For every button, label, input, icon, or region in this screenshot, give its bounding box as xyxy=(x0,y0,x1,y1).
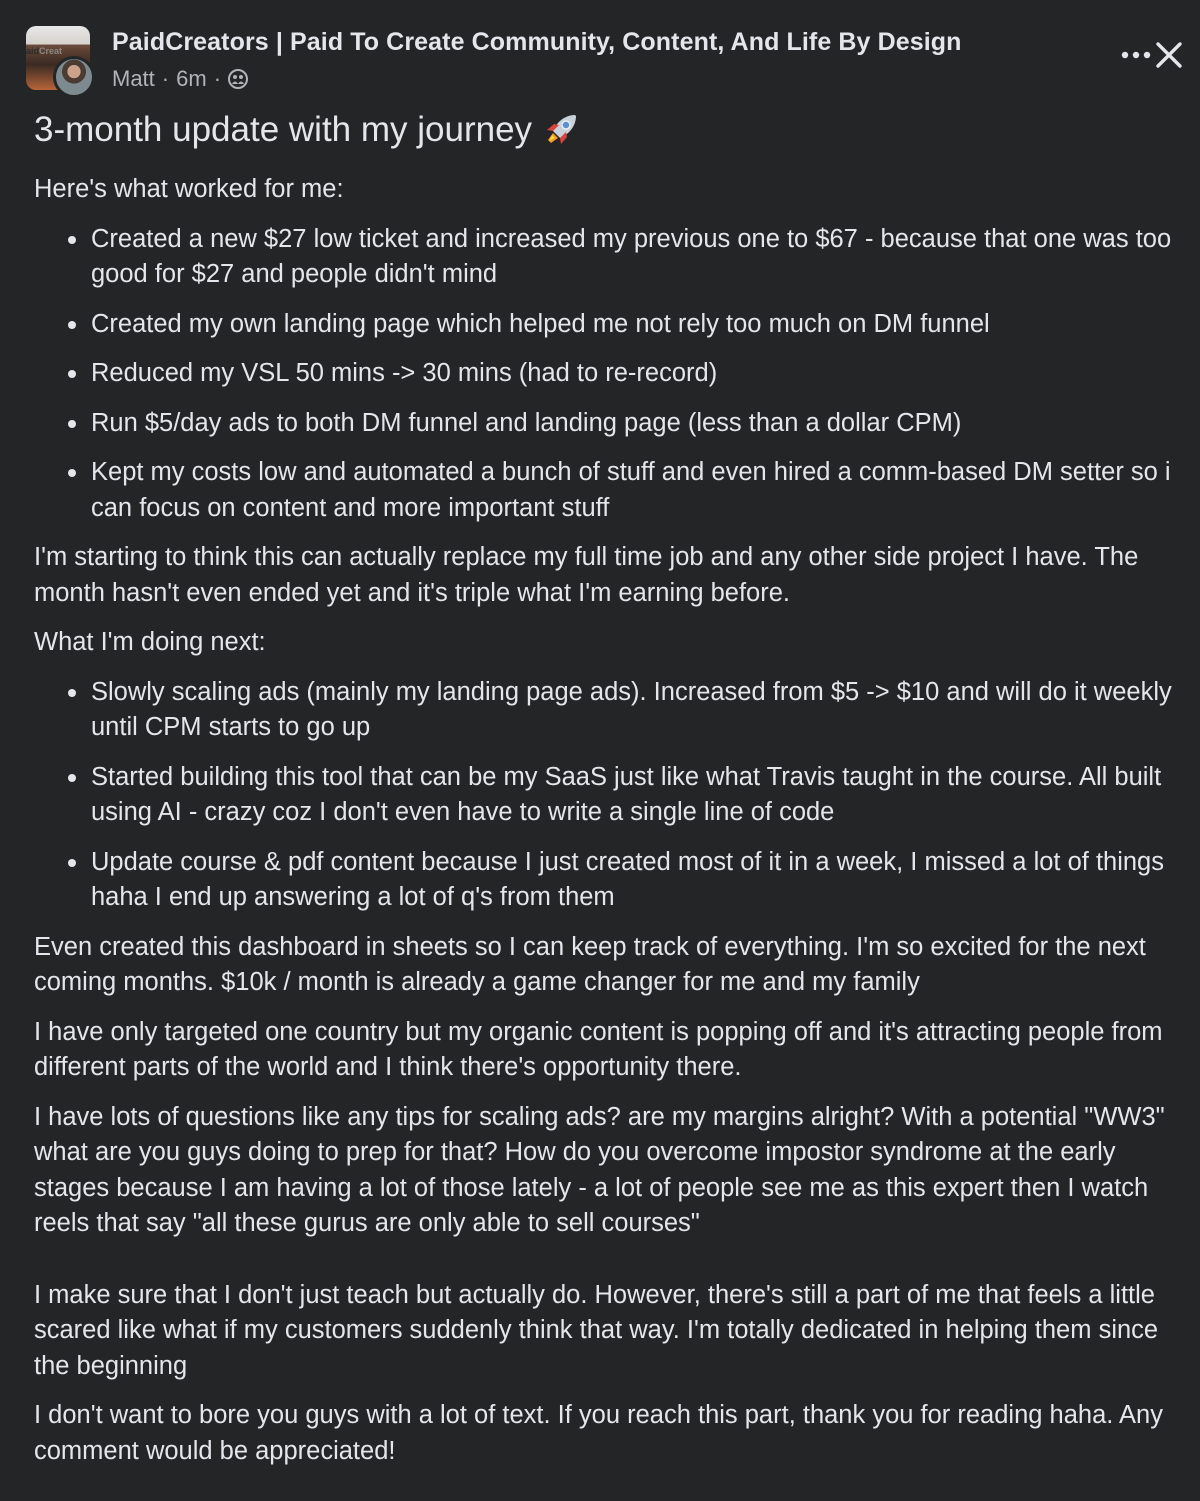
rocket-icon xyxy=(542,111,580,149)
post-meta xyxy=(112,66,248,92)
author-avatar[interactable] xyxy=(53,56,95,98)
close-icon[interactable] xyxy=(1152,38,1186,72)
group-name-link[interactable]: PaidCreators | Paid To Create Community, Content, And Life By Design xyxy=(112,28,962,56)
worked-list xyxy=(34,222,1186,527)
list-item: Slowly scaling ads (mainly my landing page ads). Increased from $5 -> $10 and will do it weekly until CPM starts to go up xyxy=(91,675,1186,746)
more-horizontal-icon[interactable] xyxy=(1120,40,1152,70)
intro-text: Here's what worked for me: xyxy=(34,175,344,203)
list-item: Created my own landing page which helped me not rely too much on DM funnel xyxy=(91,307,1186,343)
post-timestamp[interactable]: 6m xyxy=(176,66,207,91)
list-item: Started building this tool that can be my SaaS just like what Travis taught in the course. All built using AI - crazy coz I don't even have to write a single line of code xyxy=(91,760,1186,831)
paragraph-closing: I don't want to bore you guys with a lot of text. If you reach this part, thank you for reading haha. Any comment would be appreciated! xyxy=(34,1401,1163,1465)
post-header xyxy=(26,26,1186,96)
paragraph-country: I have only targeted one country but my organic content is popping off and it's attracting people from different parts of the world and I think there's opportunity there. xyxy=(34,1017,1163,1081)
group-avatar-stack[interactable] xyxy=(26,26,98,94)
list-item: Created a new $27 low ticket and increased my previous one to $67 - because that one was too good for $27 and people didn't mind xyxy=(91,222,1186,293)
list-item: Kept my costs low and automated a bunch of stuff and even hired a comm-based DM setter so i can focus on content and more important stuff xyxy=(91,455,1186,526)
post-title xyxy=(34,110,580,150)
post-body xyxy=(34,172,1186,1483)
list-item: Reduced my VSL 50 mins -> 30 mins (had to re-record) xyxy=(91,356,1186,392)
post-actions xyxy=(1120,38,1186,72)
group-audience-icon[interactable] xyxy=(228,69,248,89)
post-title-text: 3-month update with my journey xyxy=(34,110,533,149)
paragraph-questions: I have lots of questions like any tips for scaling ads? are my margins alright? With a potential "WW3" what are you guys doing to prep for that? How do you overcome impostor syndrome at the early stages because I am having a lot of those lately - a lot of people see me as this expert then I watch reels that say "all these gurus are only able to sell courses" xyxy=(34,1102,1165,1237)
list-item: Update course & pdf content because I just created most of it in a week, I missed a lot of things haha I end up answering a lot of q's from them xyxy=(91,845,1186,916)
meta-separator: · xyxy=(213,66,222,91)
list-item: Run $5/day ads to both DM funnel and landing page (less than a dollar CPM) xyxy=(91,406,1186,442)
paragraph-replace-job: I'm starting to think this can actually replace my full time job and any other side project I have. The month hasn't even ended yet and it's triple what I'm earning before. xyxy=(34,543,1139,607)
meta-separator: · xyxy=(161,66,170,91)
next-heading: What I'm doing next: xyxy=(34,628,266,656)
group-avatar-logo-text: aidCreat xyxy=(26,46,63,56)
next-list xyxy=(34,675,1186,916)
paragraph-spacer xyxy=(34,1242,1186,1278)
author-name-link[interactable]: Matt xyxy=(112,66,155,91)
paragraph-dashboard: Even created this dashboard in sheets so I can keep track of everything. I'm so excited for the next coming months. $10k / month is already a game changer for me and my family xyxy=(34,932,1146,996)
paragraph-teach: I make sure that I don't just teach but actually do. However, there's still a part of me that feels a little scared like what if my customers suddenly think that way. I'm totally dedicated in helping them since the beginning xyxy=(34,1280,1159,1380)
